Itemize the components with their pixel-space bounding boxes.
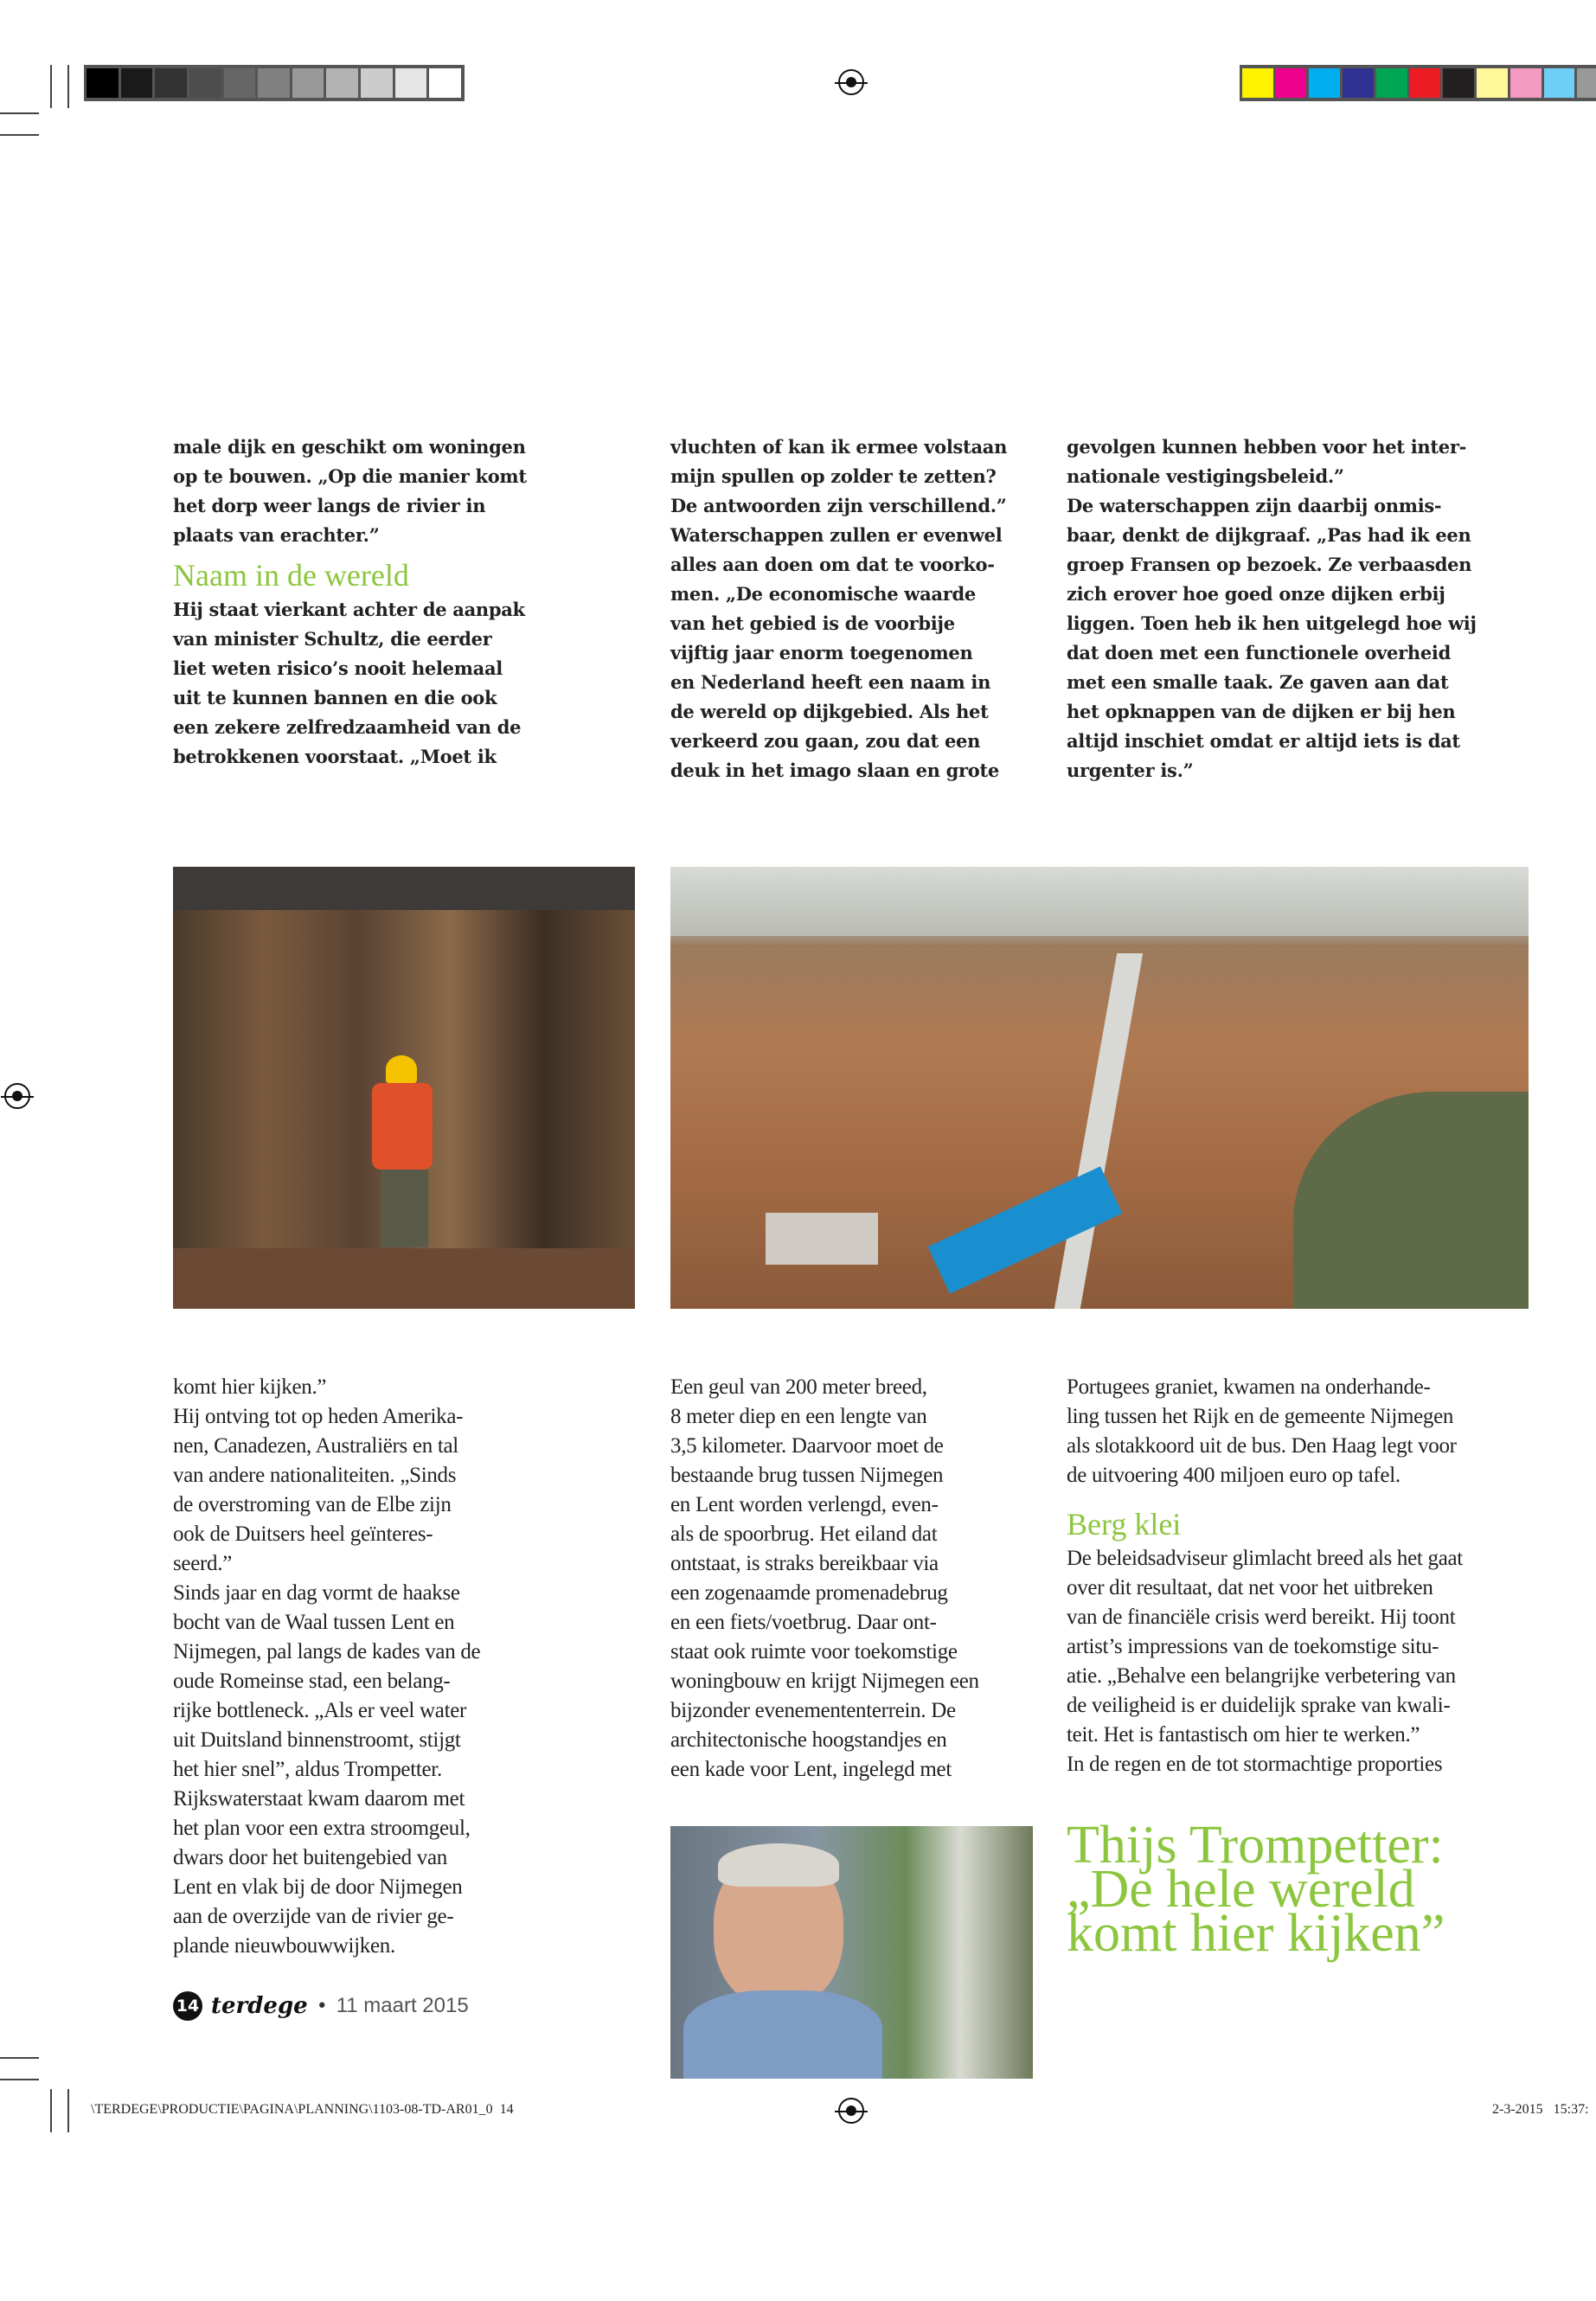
text-line: teit. Het is fantastisch om hier te werken.” [1067,1723,1420,1747]
color-swatch [1510,68,1544,98]
photo-thijs-trompetter [670,1826,1033,2079]
text-line: men. „De economische waarde [670,583,976,605]
text-line: deuk in het imago slaan en grote [670,760,999,781]
color-swatch [1477,68,1510,98]
text-line: het plan voor een extra stroomgeul, [173,1817,471,1840]
registration-mark-icon [4,1083,30,1109]
text-line: het opknappen van de dijken er bij hen [1067,701,1456,722]
text-line: Hij staat vierkant achter de aanpak [173,599,525,620]
top-column-2 [670,433,1060,785]
text-line: op te bouwen. „Op die manier komt [173,465,527,487]
text-line: ling tussen het Rijk en de gemeente Nijmegen [1067,1405,1454,1428]
subheading-naam-in-de-wereld: Naam in de wereld [173,558,409,593]
text-line: nen, Canadezen, Australiërs en tal [173,1434,458,1458]
text-line: verkeerd zou gaan, zou dat een [670,730,981,752]
text-line: plande nieuwbouwwijken. [173,1934,395,1958]
color-swatch [121,68,156,98]
text-line: aan de overzijde van de rivier ge- [173,1905,454,1928]
text-line: Rijkswaterstaat kwam daarom met [173,1787,465,1811]
text-line: Waterschappen zullen er evenwel [670,524,1003,546]
text-line: nationale vestigingsbeleid.” [1067,465,1344,487]
text-line: altijd inschiet omdat er altijd iets is dat [1067,730,1460,752]
text-line: mijn spullen op zolder te zetten? [670,465,997,487]
crop-mark [0,2057,39,2059]
text-line: komt hier kijken” [1067,1904,1445,1963]
color-swatch [395,68,430,98]
crop-mark [50,65,52,108]
text-line: atie. „Behalve een belangrijke verbetering van [1067,1664,1456,1688]
crop-mark [67,2089,69,2132]
slug-file-path: \TERDEGE\PRODUCTIE\PAGINA\PLANNING\1103-08-TD-AR01_0 14 [91,2102,514,2117]
footer-separator: • [316,1995,328,2017]
crop-mark [0,112,39,114]
grayscale-color-bar [84,65,465,101]
crop-mark [50,2089,52,2132]
text-line: een zogenaamde promenadebrug [670,1581,948,1605]
text-line: groep Fransen op bezoek. Ze verbaasden [1067,554,1472,575]
text-line: vluchten of kan ik ermee volstaan [670,436,1008,458]
color-swatch [189,68,224,98]
text-line: de wereld op dijkgebied. Als het [670,701,989,722]
color-swatch [292,68,327,98]
bottom-column-3 [1067,1373,1551,1779]
text-line: architectonische hoogstandjes en [670,1728,947,1752]
text-line: betrokkenen voorstaat. „Moet ik [173,746,497,767]
text-line: zich erover hoe goed onze dijken erbij [1067,583,1445,605]
text-line: over dit resultaat, dat net voor het uitbreken [1067,1576,1433,1599]
text-line: van het gebied is de voorbije [670,612,955,634]
color-swatch [258,68,292,98]
color-swatch [1443,68,1477,98]
crop-mark [67,65,69,108]
page-footer [173,1991,469,2021]
text-line: liggen. Toen heb ik hen uitgelegd hoe wij [1067,612,1477,634]
text-line: Portugees graniet, kwamen na onderhande- [1067,1375,1431,1399]
text-line: en Lent worden verlengd, even- [670,1493,939,1516]
text-line: Thijs Trompetter: [1067,1816,1444,1875]
text-line: baar, denkt de dijkgraaf. „Pas had ik een [1067,524,1471,546]
text-line: liet weten risico’s nooit helemaal [173,657,503,679]
color-swatch [326,68,361,98]
registration-mark-icon [838,69,864,95]
text-line: dwars door het buitengebied van [173,1846,447,1869]
color-swatch [1410,68,1444,98]
photo-construction-site-waal [670,867,1529,1309]
magazine-logo: terdege [211,1993,308,2019]
text-line: als slotakkoord uit de bus. Den Haag legt voor [1067,1434,1457,1458]
text-line: bijzonder evenemententerrein. De [670,1699,956,1722]
text-line: artist’s impressions van de toekomstige situ- [1067,1635,1439,1658]
text-line: Lent en vlak bij de door Nijmegen [173,1875,463,1899]
color-swatch [1276,68,1310,98]
text-line: bocht van de Waal tussen Lent en [173,1611,455,1634]
text-line: de uitvoering 400 miljoen euro op tafel. [1067,1464,1401,1487]
color-swatch [1577,68,1596,98]
subheading-berg-klei: Berg klei [1067,1507,1182,1541]
color-swatch [155,68,189,98]
text-line: de veiligheid is er duidelijk sprake van kwali- [1067,1694,1451,1717]
text-line: Een geul van 200 meter breed, [670,1375,927,1399]
crop-mark [0,2079,39,2080]
bottom-column-1 [173,1373,562,1961]
text-line: van de financiële crisis werd bereikt. Hij toont [1067,1606,1456,1629]
bottom-column-2 [670,1373,1060,1785]
text-line: en Nederland heeft een naam in [670,671,991,693]
text-line: van minister Schultz, die eerder [173,628,492,650]
text-line: alles aan doen om dat te voorko- [670,554,995,575]
text-line: een zekere zelfredzaamheid van de [173,716,522,738]
color-swatch [361,68,395,98]
text-line: met een smalle taak. Ze gaven aan dat [1067,671,1449,693]
issue-date: 11 maart 2015 [336,1994,469,2017]
text-line: het dorp weer langs de rivier in [173,495,486,516]
registration-mark-icon [838,2098,864,2124]
text-line: In de regen en de tot stormachtige proporties [1067,1753,1443,1776]
text-line: plaats van erachter.” [173,524,380,546]
text-line: en een fiets/voetbrug. Daar ont- [670,1611,937,1634]
text-line: male dijk en geschikt om woningen [173,436,526,458]
text-line: woningbouw en krijgt Nijmegen een [670,1670,979,1693]
text-line: Nijmegen, pal langs de kades van de [173,1640,481,1663]
pull-quote [1067,1816,1586,1963]
text-line: bestaande brug tussen Nijmegen [670,1464,944,1487]
text-line: seerd.” [173,1552,232,1575]
text-line: De beleidsadviseur glimlacht breed als het gaat [1067,1547,1463,1570]
top-column-3 [1067,433,1477,785]
text-line: uit te kunnen bannen en die ook [173,687,497,708]
text-line: De antwoorden zijn verschillend.” [670,495,1007,516]
slug-datetime: 2-3-2015 15:37: [1492,2102,1589,2117]
process-color-bar [1240,65,1596,101]
text-line: uit Duitsland binnenstroomt, stijgt [173,1728,461,1752]
text-line: dat doen met een functionele overheid [1067,642,1451,663]
text-line: vijftig jaar enorm toegenomen [670,642,973,663]
text-line: rijke bottleneck. „Als er veel water [173,1699,467,1722]
page-number-badge: 14 [173,1991,202,2021]
text-line: urgenter is.” [1067,760,1194,781]
text-line: als de spoorbrug. Het eiland dat [670,1522,938,1546]
text-line: De waterschappen zijn daarbij onmis- [1067,495,1442,516]
text-line: een kade voor Lent, ingelegd met [670,1758,952,1781]
text-line: ook de Duitsers heel geïnteres- [173,1522,433,1546]
text-line: komt hier kijken.” [173,1375,327,1399]
color-swatch [87,68,121,98]
color-swatch [1242,68,1276,98]
text-line: van andere nationaliteiten. „Sinds [173,1464,457,1487]
color-swatch [1343,68,1376,98]
top-column-1 [173,433,562,772]
text-line: ontstaat, is straks bereikbaar via [670,1552,939,1575]
color-swatch [1376,68,1410,98]
color-swatch [1309,68,1343,98]
text-line: 3,5 kilometer. Daarvoor moet de [670,1434,944,1458]
text-line: de overstroming van de Elbe zijn [173,1493,452,1516]
text-line: „De hele wereld [1067,1860,1415,1919]
crop-mark [0,134,39,136]
text-line: oude Romeinse stad, een belang- [173,1670,451,1693]
text-line: staat ook ruimte voor toekomstige [670,1640,958,1663]
color-swatch [1544,68,1578,98]
color-swatch [224,68,259,98]
text-line: gevolgen kunnen hebben voor het inter- [1067,436,1467,458]
text-line: Sinds jaar en dag vormt de haakse [173,1581,460,1605]
text-line: 8 meter diep en een lengte van [670,1405,927,1428]
color-swatch [429,68,461,98]
photo-worker-under-bridge [173,867,635,1309]
text-line: Hij ontving tot op heden Amerika- [173,1405,464,1428]
text-line: het hier snel”, aldus Trompetter. [173,1758,442,1781]
